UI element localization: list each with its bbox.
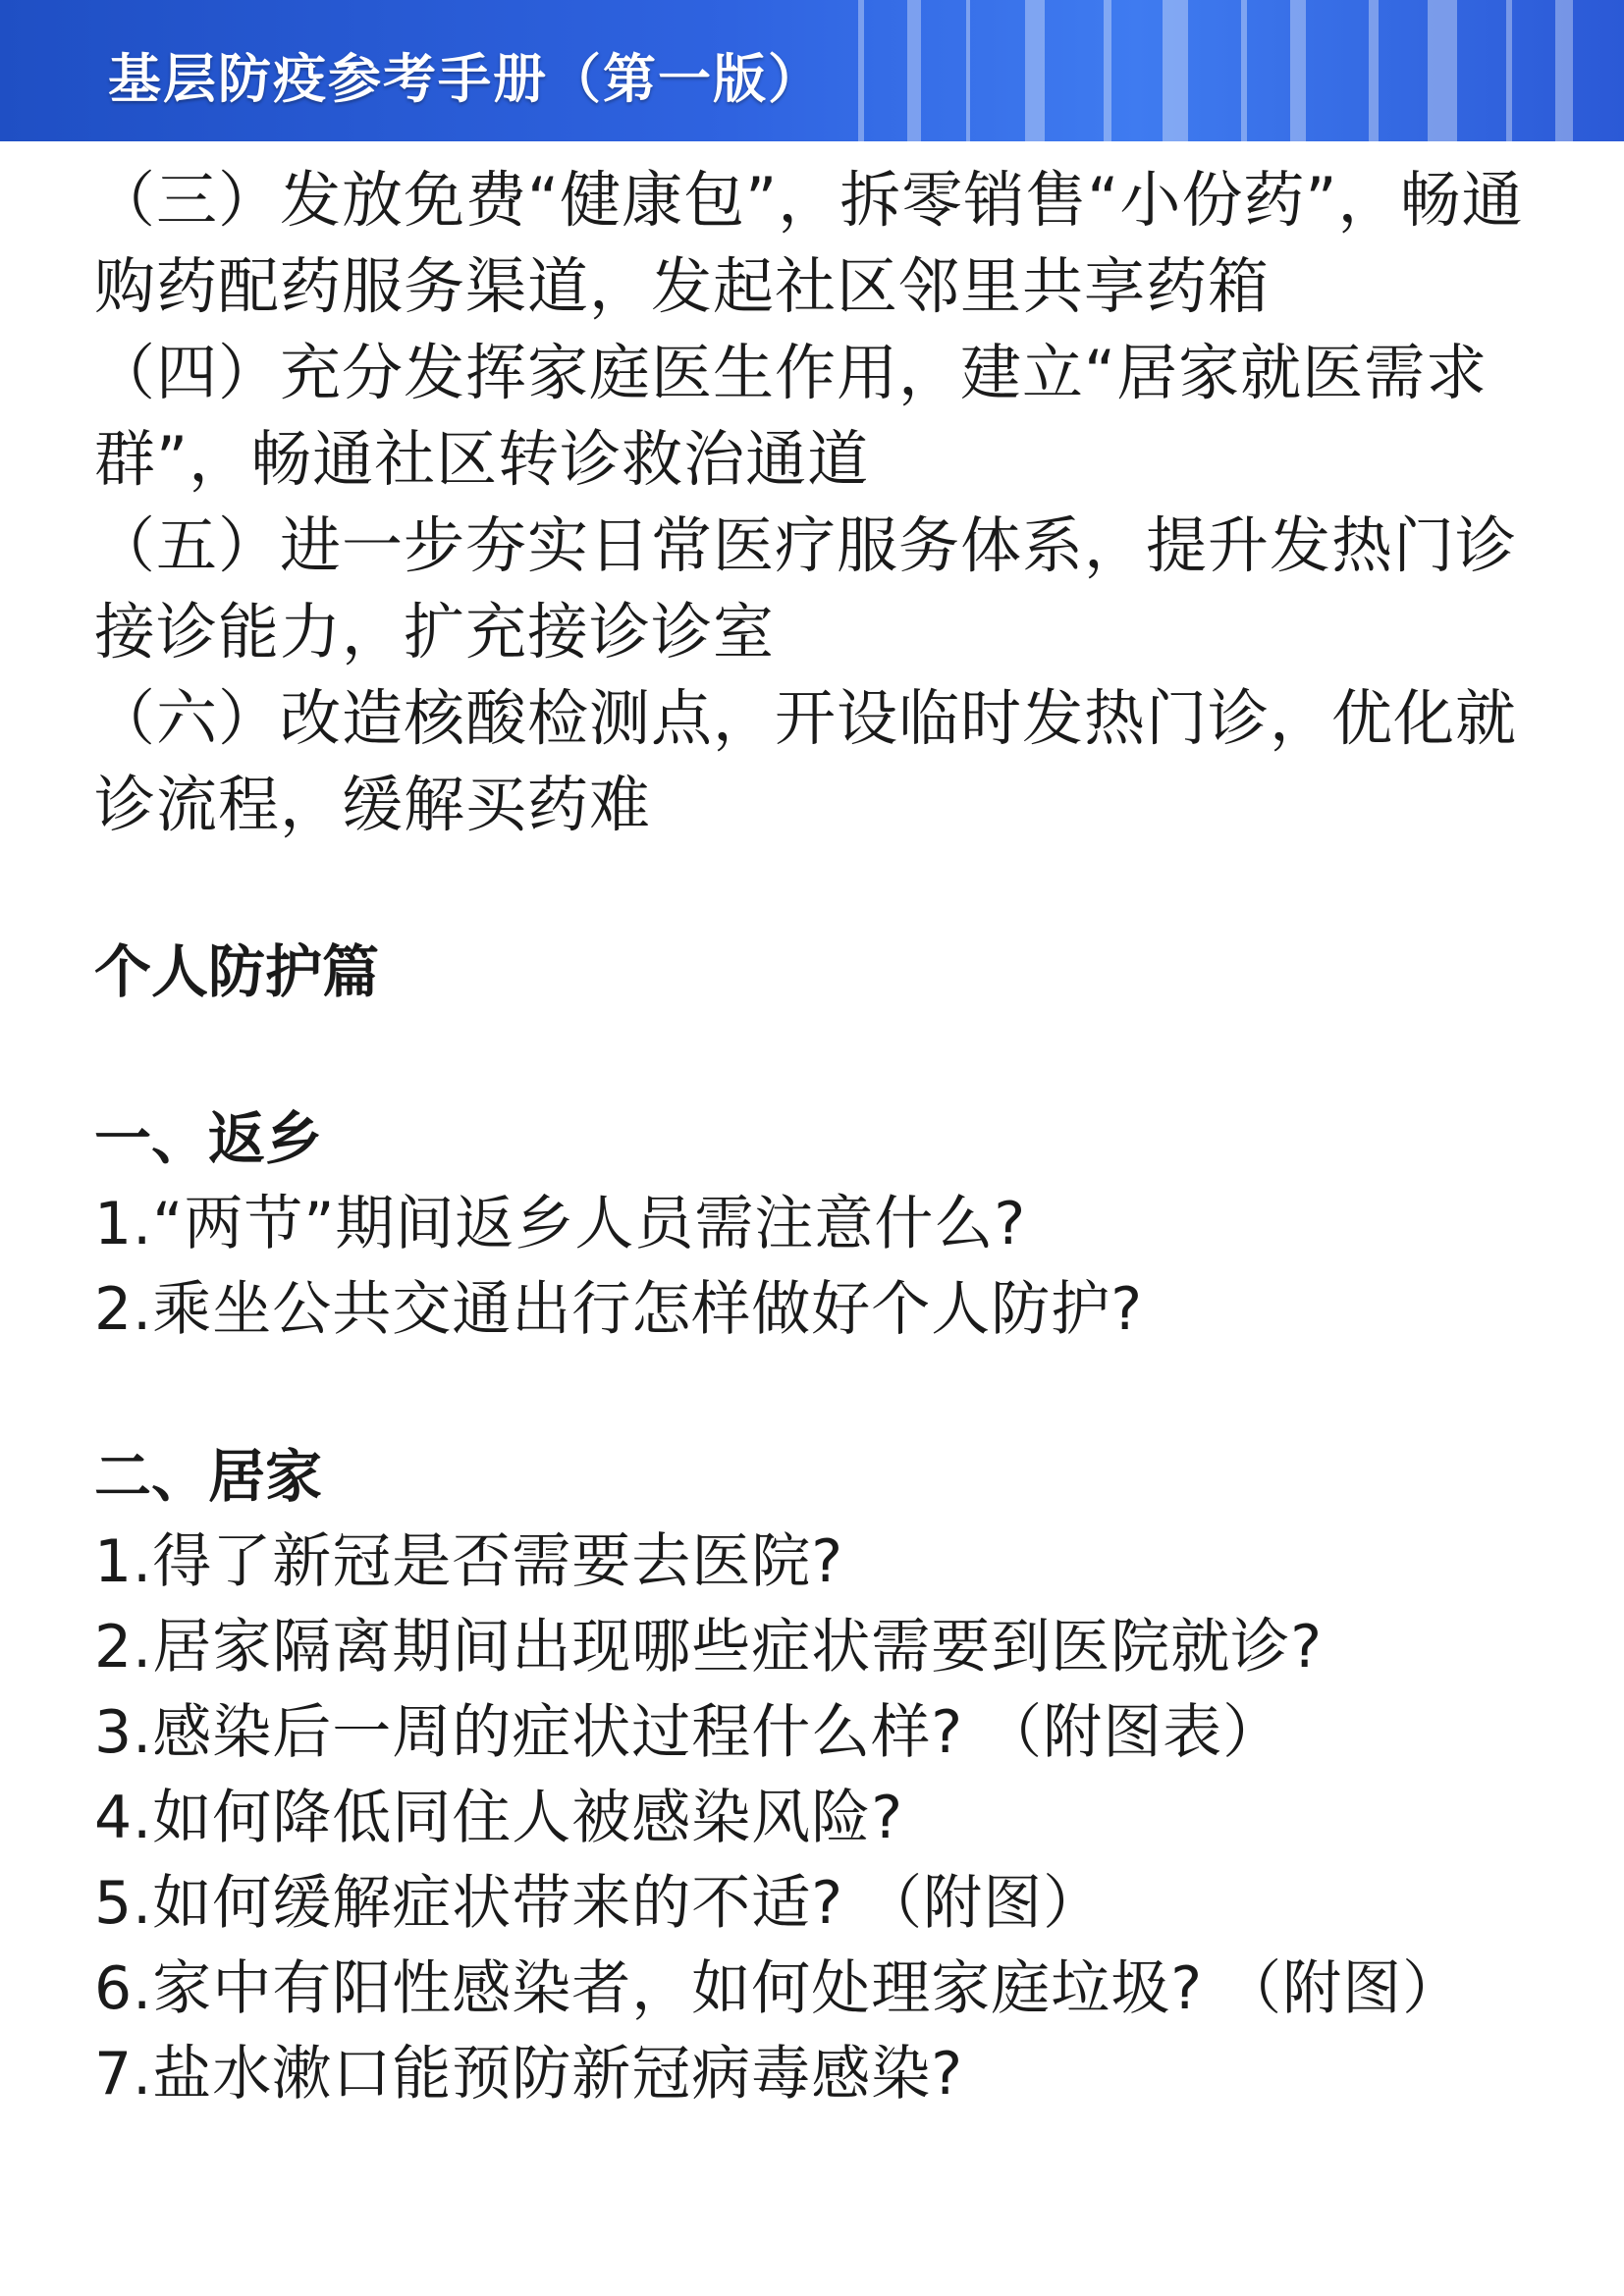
section-heading-at-home: 二、居家 [94, 1443, 323, 1510]
question-item: 7.盐水漱口能预防新冠病毒感染? [94, 2040, 964, 2109]
question-item: 5.如何缓解症状带来的不适? （附图） [94, 1869, 1104, 1938]
section-heading-return-home: 一、返乡 [94, 1105, 323, 1172]
question-item: 1.得了新冠是否需要去医院? [94, 1527, 844, 1596]
personal-protection-heading: 个人防护篇 [94, 938, 380, 1005]
question-item: 6.家中有阳性感染者，如何处理家庭垃圾? （附图） [94, 1954, 1463, 2023]
question-item: 3.感染后一周的症状过程什么样? （附图表） [94, 1698, 1283, 1767]
header-banner [0, 0, 1624, 141]
measure-item: （六）改造核酸检测点，开设临时发热门诊，优化就诊流程，缓解买药难 [94, 682, 1518, 840]
measure-item: （四）充分发挥家庭医生作用，建立“居家就医需求群”，畅通社区转诊救治通道 [94, 337, 1489, 495]
measure-item: （三）发放免费“健康包”，拆零销售“小份药”，畅通购药配药服务渠道，发起社区邻里共享药箱 [94, 164, 1524, 322]
measure-item: （五）进一步夯实日常医疗服务体系，提升发热门诊接诊能力，扩充接诊诊室 [94, 509, 1518, 667]
question-item: 2.乘坐公共交通出行怎样做好个人防护? [94, 1275, 1144, 1344]
document-body [94, 157, 1528, 2117]
question-item: 2.居家隔离期间出现哪些症状需要到医院就诊? [94, 1613, 1324, 1682]
question-item: 1.“两节”期间返乡人员需注意什么? [94, 1190, 1027, 1258]
question-item: 4.如何降低同住人被感染风险? [94, 1784, 904, 1852]
document-title: 基层防疫参考手册（第一版） [108, 48, 823, 110]
header-decoration [819, 0, 1624, 141]
